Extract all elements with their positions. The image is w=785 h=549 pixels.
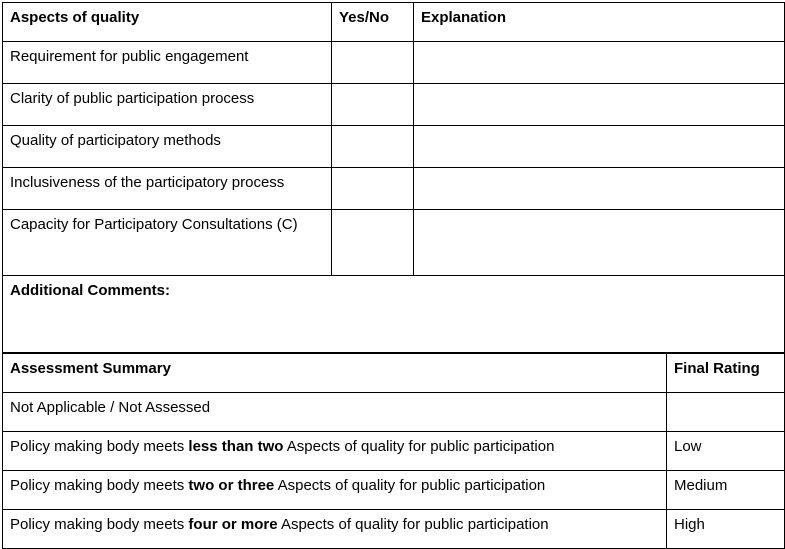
yes-no-cell[interactable]	[332, 42, 414, 84]
summary-text-bold: four or more	[188, 516, 278, 533]
yes-no-cell[interactable]	[332, 126, 414, 168]
summary-text-bold: two or three	[188, 477, 275, 494]
table-row	[3, 432, 785, 471]
summary-text	[3, 393, 667, 432]
assessment-summary-table	[2, 353, 785, 549]
quality-table-header-row	[3, 3, 785, 42]
table-row	[3, 393, 785, 432]
explanation-cell[interactable]	[414, 84, 785, 126]
summary-text	[3, 432, 667, 471]
final-rating-cell: High	[667, 510, 785, 549]
summary-text	[3, 471, 667, 510]
aspect-label: Quality of participatory methods	[3, 126, 332, 168]
explanation-cell[interactable]	[414, 210, 785, 276]
aspect-label: Requirement for public engagement	[3, 42, 332, 84]
final-rating-cell	[667, 393, 785, 432]
summary-text-pre: Policy making body meets	[10, 516, 189, 533]
aspect-label: Clarity of public participation process	[3, 84, 332, 126]
summary-table-header-row	[3, 354, 785, 393]
summary-text-pre: Policy making body meets	[10, 477, 189, 494]
table-row	[3, 471, 785, 510]
table-row	[3, 168, 785, 210]
aspect-label: Inclusiveness of the participatory process	[3, 168, 332, 210]
summary-text-post: Aspects of quality for public participation	[274, 477, 546, 494]
header-assessment-summary: Assessment Summary	[3, 354, 667, 393]
explanation-cell[interactable]	[414, 168, 785, 210]
aspect-label: Capacity for Participatory Consultations (C)	[3, 210, 332, 276]
table-row	[3, 510, 785, 549]
summary-text-bold: less than two	[188, 438, 284, 455]
summary-text-pre: Not Applicable / Not Assessed	[10, 399, 211, 416]
summary-text-post: Aspects of quality for public participation	[277, 516, 549, 533]
quality-aspects-table	[2, 2, 785, 353]
yes-no-cell[interactable]	[332, 168, 414, 210]
explanation-cell[interactable]	[414, 126, 785, 168]
header-yes-no: Yes/No	[332, 3, 414, 42]
yes-no-cell[interactable]	[332, 210, 414, 276]
header-final-rating: Final Rating	[667, 354, 785, 393]
header-aspects-of-quality: Aspects of quality	[3, 3, 332, 42]
summary-text	[3, 510, 667, 549]
final-rating-cell: Medium	[667, 471, 785, 510]
additional-comments-row	[3, 276, 785, 353]
table-row	[3, 42, 785, 84]
summary-text-post: Aspects of quality for public participation	[283, 438, 555, 455]
yes-no-cell[interactable]	[332, 84, 414, 126]
explanation-cell[interactable]	[414, 42, 785, 84]
table-row	[3, 84, 785, 126]
table-row	[3, 210, 785, 276]
additional-comments-field[interactable]: Additional Comments:	[3, 276, 785, 353]
summary-text-pre: Policy making body meets	[10, 438, 189, 455]
table-row	[3, 126, 785, 168]
header-explanation: Explanation	[414, 3, 785, 42]
final-rating-cell: Low	[667, 432, 785, 471]
